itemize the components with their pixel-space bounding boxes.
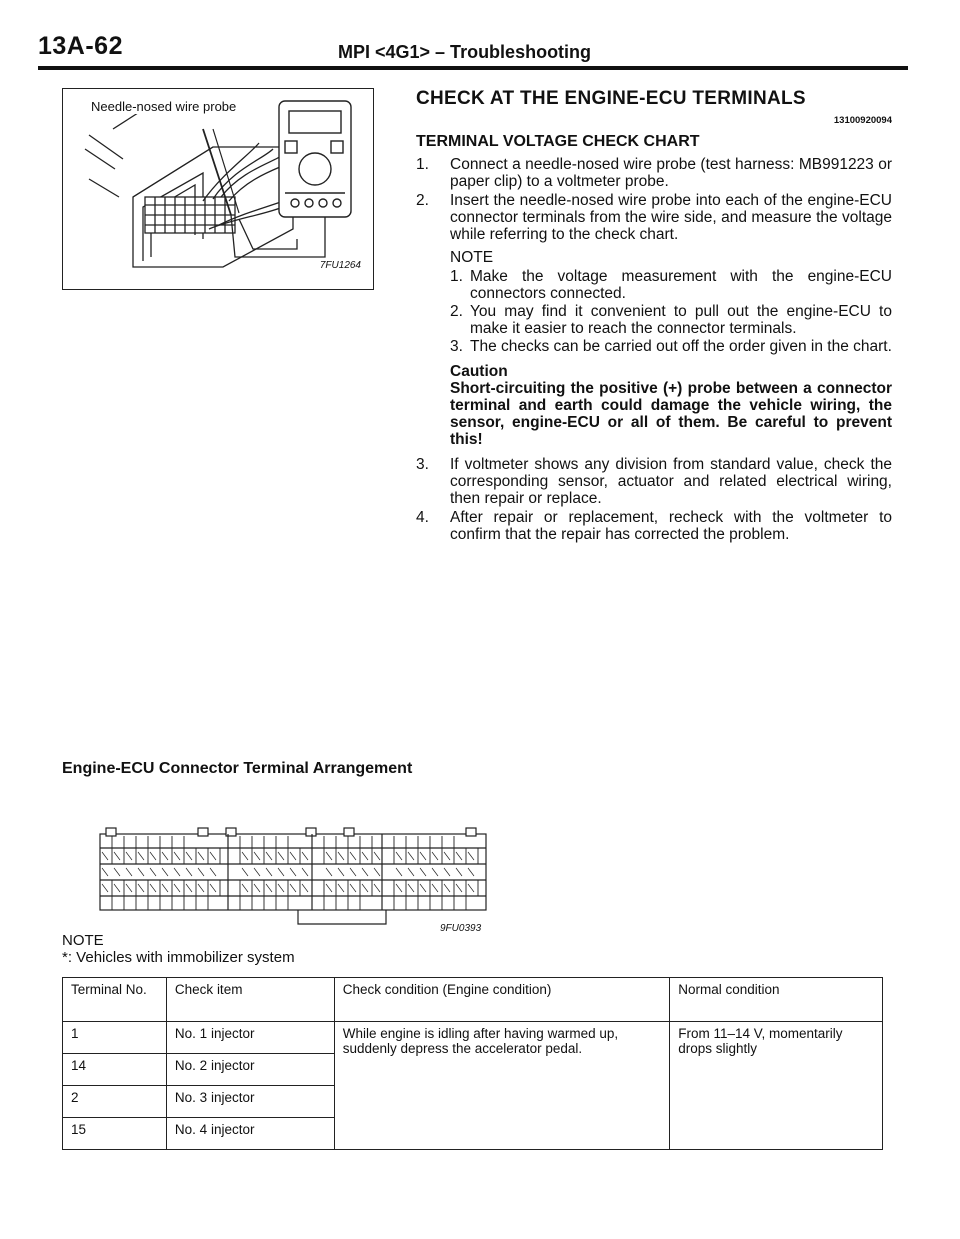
- steps-list-b: [416, 456, 892, 543]
- page-header: [38, 28, 908, 68]
- cell-item: No. 4 injector: [166, 1118, 334, 1150]
- section-title: CHECK AT THE ENGINE-ECU TERMINALS: [416, 88, 806, 109]
- header-normal-condition: Normal condition: [670, 978, 883, 1022]
- cell-item: No. 1 injector: [166, 1022, 334, 1054]
- caution-block: [416, 363, 892, 448]
- step-number: 4.: [416, 509, 429, 526]
- steps-list-a: [416, 156, 892, 243]
- note-text: The checks can be carried out off the order given in the chart.: [470, 338, 892, 355]
- note-text: You may find it convenient to pull out the engine-ECU to make it easier to reach the connector terminals.: [470, 303, 892, 337]
- probe-figure-code: 7FU1264: [319, 260, 361, 271]
- step-item: [416, 456, 892, 507]
- section-subtitle: TERMINAL VOLTAGE CHECK CHART: [416, 133, 700, 150]
- header-check-condition: Check condition (Engine condition): [334, 978, 670, 1022]
- step-text: Insert the needle-nosed wire probe into each of the engine-ECU connector terminals from the wire side, and measure the voltage while referring to the check chart.: [450, 192, 892, 243]
- table-note-text: *: Vehicles with immobilizer system: [62, 949, 295, 966]
- note-text: Make the voltage measurement with the engine-ECU connectors connected.: [470, 268, 892, 302]
- note-number: 1.: [450, 268, 463, 285]
- cell-item: No. 3 injector: [166, 1086, 334, 1118]
- table-note: [62, 932, 295, 966]
- step-item: [416, 156, 892, 190]
- note-item: [450, 268, 892, 302]
- note-title: NOTE: [450, 249, 494, 266]
- connector-title: Engine-ECU Connector Terminal Arrangement: [62, 760, 413, 777]
- step-number: 1.: [416, 156, 429, 173]
- connector-figure: [98, 824, 490, 934]
- caution-text: Short-circuiting the positive (+) probe between a connector terminal and earth could damage the vehicle wiring, the sensor, engine-ECU or all of them. Be careful to prevent this!: [450, 380, 892, 448]
- page-number: 13A-62: [38, 32, 123, 60]
- cell-condition: While engine is idling after having warmed up, suddenly depress the accelerator pedal.: [334, 1022, 670, 1150]
- step-number: 2.: [416, 192, 429, 209]
- note-number: 2.: [450, 303, 463, 320]
- table-header-row: [63, 978, 883, 1022]
- probe-figure-caption: Needle-nosed wire probe: [91, 99, 237, 114]
- step-number: 3.: [416, 456, 429, 473]
- step-item: [416, 509, 892, 543]
- cell-item: No. 2 injector: [166, 1054, 334, 1086]
- step-item: [416, 192, 892, 243]
- table-row: [63, 1022, 883, 1054]
- step-text: Connect a needle-nosed wire probe (test harness: MB991223 or paper clip) to a voltmeter probe.: [450, 156, 892, 190]
- note-block: [416, 249, 892, 355]
- connector-diagram: [98, 824, 490, 934]
- note-number: 3.: [450, 338, 463, 355]
- note-item: [450, 338, 892, 355]
- connector-figure-code: 9FU0393: [440, 923, 482, 934]
- terminal-check-table: [62, 977, 883, 1150]
- caution-title: Caution: [450, 363, 508, 380]
- step-text: After repair or replacement, recheck with the voltmeter to confirm that the repair has corrected the problem.: [450, 509, 892, 543]
- page-title: MPI <4G1> – Troubleshooting: [338, 42, 592, 62]
- step-text: If voltmeter shows any division from standard value, check the corresponding sensor, actuator and related electrical wiring, then repair or replace.: [450, 456, 892, 507]
- cell-terminal: 1: [63, 1022, 167, 1054]
- header-rule: [38, 66, 908, 70]
- probe-figure: [62, 88, 374, 290]
- header-check-item: Check item: [166, 978, 334, 1022]
- cell-normal: From 11–14 V, momentarily drops slightly: [670, 1022, 883, 1150]
- right-column: [416, 90, 892, 545]
- header-terminal-no: Terminal No.: [63, 978, 167, 1022]
- cell-terminal: 15: [63, 1118, 167, 1150]
- note-item: [450, 303, 892, 337]
- cell-terminal: 14: [63, 1054, 167, 1086]
- cell-terminal: 2: [63, 1086, 167, 1118]
- table-note-title: NOTE: [62, 932, 104, 949]
- section-code: 13100920094: [833, 115, 892, 126]
